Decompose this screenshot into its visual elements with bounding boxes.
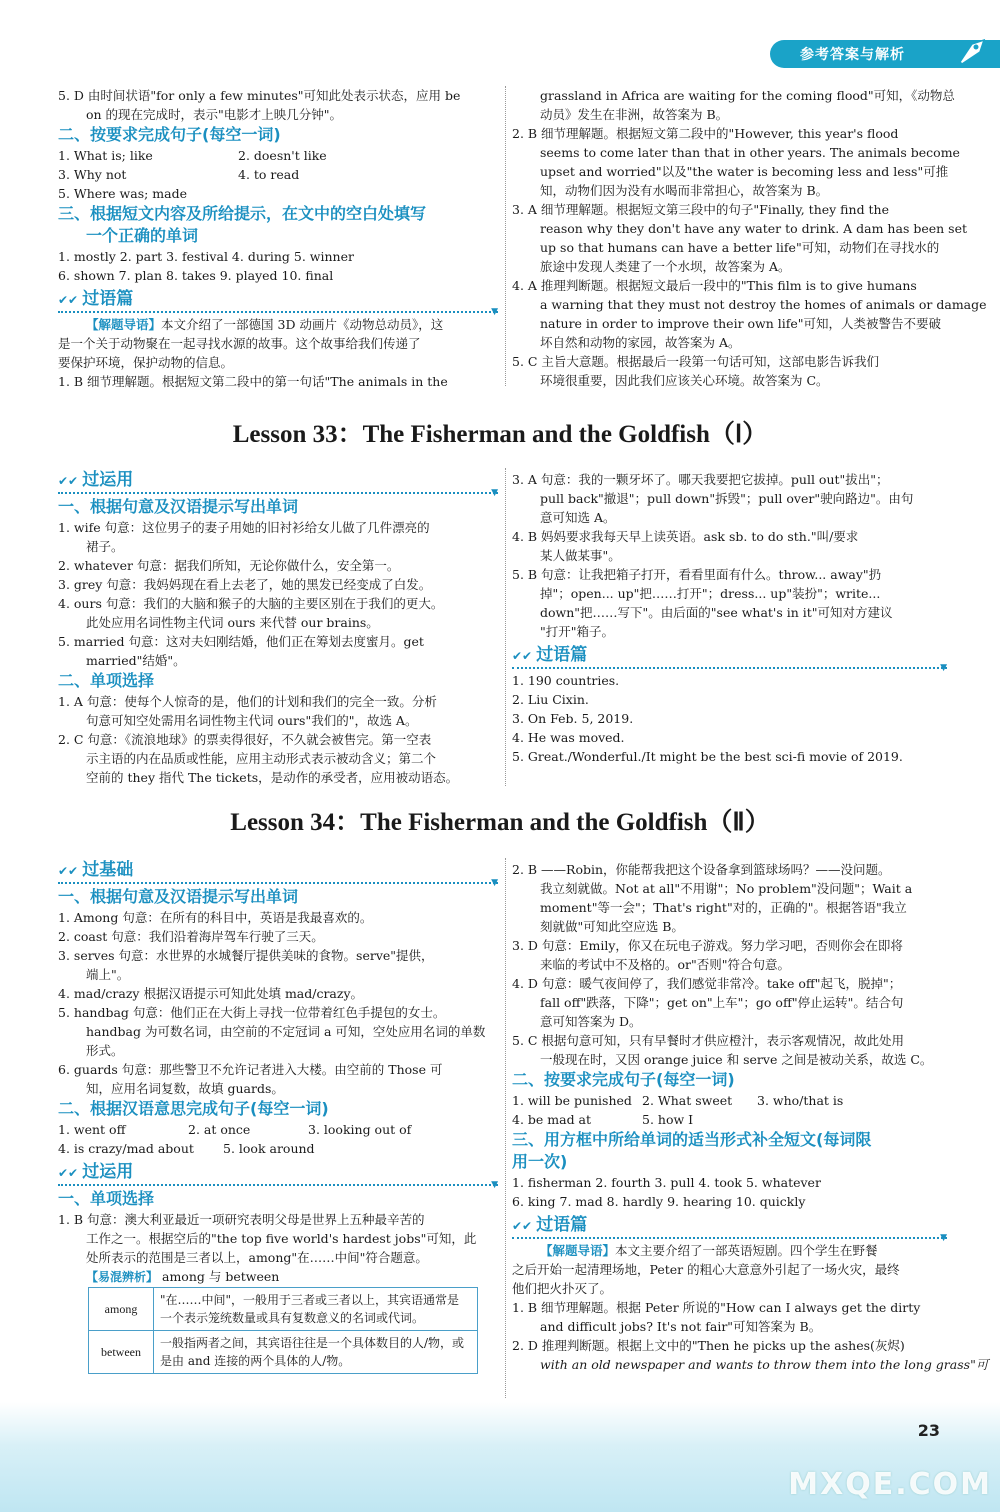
answer-line: with an old newspaper and wants to throw them into the long grass"可 bbox=[540, 1357, 989, 1372]
answer-line: 5. C 根据句意可知，只有早餐时才供应橙汁，表示客观情况，故此处用 bbox=[512, 1033, 904, 1048]
answer-line: 裙子。 bbox=[86, 539, 124, 554]
answer-item: 3. who/that is bbox=[757, 1093, 844, 1108]
answer-line: 刻就做"可知此空应选 B。 bbox=[540, 919, 684, 934]
answer-line: 我立刻就做。Not at all"不用谢"；No problem"没问题"；Wait a bbox=[540, 881, 913, 896]
answer-item: 1. will be punished bbox=[512, 1093, 632, 1108]
answer-line: 4. D 句意：暖气夜间停了，我们感觉非常冷。take off"起飞，脱掉"； bbox=[512, 976, 902, 991]
tip-label: 【易混辨析】 bbox=[86, 1270, 159, 1284]
answer-line: nature in order to improve their own life"可知，人类被警告不要破 bbox=[540, 316, 942, 331]
answer-line: 3. On Feb. 5, 2019. bbox=[512, 711, 634, 726]
answer-line: seems to come later than that in other years. The animals become bbox=[540, 145, 960, 160]
answer-line: and difficult jobs? It's not fair"可知答案为 B。 bbox=[540, 1319, 822, 1334]
answer-line: 处所表示的范围是三者以上，among"在……中间"符合题意。 bbox=[86, 1250, 428, 1265]
triangle-icon: ▼ bbox=[491, 878, 498, 888]
watermark: MXQE.COM bbox=[788, 1467, 992, 1502]
banner-guoyunyong bbox=[58, 468, 498, 498]
answer-line: 3. D 句意：Emily，你又在玩电子游戏。努力学习吧，否则你会在即将 bbox=[512, 938, 903, 953]
section-title: 一、根据句意及汉语提示写出单词 bbox=[58, 497, 299, 516]
answer-line: 4. B 妈妈要求我每天早上读英语。ask sb. to do sth."叫/要求 bbox=[512, 529, 859, 544]
tip-label: 【解题导语】 bbox=[86, 317, 162, 332]
table-cell-desc: 一般指两者之间，其宾语往往是一个具体数目的人/物，或是由 and 连接的两个具体的人/物。 bbox=[154, 1331, 478, 1374]
column-divider bbox=[505, 468, 506, 786]
answer-item: 3. looking out of bbox=[308, 1122, 412, 1137]
answer-line: 示主语的内在品质或性能，应用主动形式表示被动含义；第二个 bbox=[86, 751, 437, 766]
answer-line: up so that humans can have a better life"可知，动物们在寻找水的 bbox=[540, 240, 940, 255]
answer-line: 6. shown 7. plan 8. takes 9. played 10. final bbox=[58, 268, 334, 283]
answer-line: reason why they don't have any water to drink. A dam has been set bbox=[540, 221, 967, 236]
banner-guoyunyong bbox=[58, 1160, 498, 1190]
answer-line: a warning that they must not destroy the homes of animals or damage bbox=[540, 297, 987, 312]
answer-line: 2. B ——Robin，你能帮我把这个设备拿到篮球场吗？——没问题。 bbox=[512, 862, 891, 877]
section-title: 二、按要求完成句子(每空一词) bbox=[58, 125, 281, 144]
table-cell-word: between bbox=[89, 1331, 154, 1374]
answer-line: 1. A 句意：使每个人惊奇的是，他们的计划和我们的完全一致。分析 bbox=[58, 694, 437, 709]
answer-line: married"结婚"。 bbox=[86, 653, 186, 668]
banner-label: ✔✔ 过语篇 bbox=[512, 1213, 587, 1238]
answer-line: 意可知选 A。 bbox=[540, 510, 616, 525]
answer-line: 动员》发生在非洲，故答案为 B。 bbox=[540, 107, 729, 122]
answer-line: 意可知答案为 D。 bbox=[540, 1014, 642, 1029]
answer-line: 4. A 推理判断题。根据短文最后一段中的"This film is to give humans bbox=[512, 278, 917, 293]
tip-text: 本文介绍了一部德国 3D 动画片《动物总动员》，这 bbox=[161, 317, 444, 332]
table-cell-word: among bbox=[89, 1288, 154, 1331]
lesson-33-title: Lesson 33：The Fisherman and the Goldfish（Ⅰ） bbox=[232, 421, 768, 448]
section-title-cont: 用一次) bbox=[512, 1152, 568, 1171]
answer-line: 知，动物们因为没有水喝而非常担心，故答案为 B。 bbox=[540, 183, 829, 198]
table-row bbox=[89, 1288, 478, 1331]
answer-line: 一般现在时，又因 orange juice 和 serve 之间是被动关系，故选 C。 bbox=[540, 1052, 933, 1067]
banner-label: ✔✔ 过运用 bbox=[58, 468, 133, 493]
triangle-icon: ▼ bbox=[940, 1233, 947, 1243]
lesson33-right-column bbox=[512, 470, 947, 766]
answer-item: 4. to read bbox=[238, 167, 300, 182]
answer-line: 5. C 主旨大意题。根据最后一段第一句话可知，这部电影告诉我们 bbox=[512, 354, 879, 369]
top-right-column bbox=[512, 86, 987, 390]
answer-line: 某人做某事"。 bbox=[540, 548, 621, 563]
answer-line: on 的现在完成时，表示"电影才上映几分钟"。 bbox=[86, 107, 343, 122]
answer-line: 2. C 句意：《流浪地球》的票卖得很好，不久就会被售完。第一空表 bbox=[58, 732, 432, 747]
answer-line: 3. A 细节理解题。根据短文第三段中的句子"Finally, they find the bbox=[512, 202, 890, 217]
banner-label: ✔✔ 过运用 bbox=[58, 1160, 133, 1185]
compare-table bbox=[88, 1287, 478, 1374]
section-title-cont: 一个正确的单词 bbox=[86, 226, 199, 245]
answer-line: 2. coast 句意：我们沿着海岸驾车行驶了三天。 bbox=[58, 929, 324, 944]
answer-item: 2. What sweet bbox=[642, 1093, 733, 1108]
answer-line: 3. A 句意：我的一颗牙坏了。哪天我要把它拔掉。pull out"拔出"； bbox=[512, 472, 889, 487]
answer-line: pull back"撤退"；pull down"拆毁"；pull over"驶向路边"。由句 bbox=[540, 491, 914, 506]
answer-line: 3. serves 句意：水世界的水城餐厅提供美味的食物。serve"提供， bbox=[58, 948, 434, 963]
answer-item: 5. look around bbox=[223, 1141, 315, 1156]
answer-line: 4. mad/crazy 根据汉语提示可知此处填 mad/crazy。 bbox=[58, 986, 364, 1001]
banner-guoyupian bbox=[58, 287, 498, 317]
answer-line: grassland in Africa are waiting for the coming flood"可知，《动物总 bbox=[540, 88, 955, 103]
answer-item: 5. how I bbox=[642, 1112, 694, 1127]
answer-line: 旅途中发现人类建了一个水坝，故答案为 A。 bbox=[540, 259, 791, 274]
banner-guoyupian bbox=[512, 1213, 947, 1243]
answer-line: 2. D 推理判断题。根据上文中的"Then he picks up the ashes(灰烬) bbox=[512, 1338, 905, 1353]
lesson34-right-column bbox=[512, 860, 989, 1374]
tip-label: 【解题导语】 bbox=[540, 1243, 616, 1258]
banner-label: ✔✔ 过语篇 bbox=[58, 287, 133, 312]
answer-line: 工作之一。根据空后的"the top five world's hardest jobs"可知，此 bbox=[86, 1231, 477, 1246]
banner-label: ✔✔ 过语篇 bbox=[512, 643, 587, 668]
answer-line: 此处应用名词性物主代词 ours 来代替 our brains。 bbox=[86, 615, 379, 630]
answer-line: 5. handbag 句意：他们正在大街上寻找一位带着红色手提包的女士。 bbox=[58, 1005, 446, 1020]
answer-line: 掉"；open... up"把……打开"；dress... up"装扮"；write... bbox=[540, 586, 881, 601]
answer-line: 1. B 细节理解题。根据短文第二段中的第一句话"The animals in the bbox=[58, 374, 448, 389]
answer-line: 2. whatever 句意：据我们所知，无论你做什么，安全第一。 bbox=[58, 558, 400, 573]
tip-text: 之后开始一起清理场地，Peter 的粗心大意意外引起了一场火灾，最终 bbox=[512, 1262, 900, 1277]
rocket-icon bbox=[952, 32, 992, 72]
answer-line: 2. Liu Cixin. bbox=[512, 692, 589, 707]
tip-text: 是一个关于动物聚在一起寻找水源的故事。这个故事给我们传递了 bbox=[58, 336, 421, 351]
answer-line: 知，应用名词复数，故填 guards。 bbox=[86, 1081, 284, 1096]
answer-line: 6. king 7. mad 8. hardly 9. hearing 10. quickly bbox=[512, 1194, 806, 1209]
section-title: 二、单项选择 bbox=[58, 671, 155, 690]
column-divider bbox=[505, 86, 506, 386]
answer-item: 1. went off bbox=[58, 1122, 126, 1137]
answer-line: 环境很重要，因此我们应该关心环境。故答案为 C。 bbox=[540, 373, 829, 388]
answer-line: 5. Great./Wonderful./It might be the best sci-fi movie of 2019. bbox=[512, 749, 903, 764]
answer-item: 3. Why not bbox=[58, 167, 127, 182]
banner-label: ✔✔ 过基础 bbox=[58, 858, 133, 883]
section-title: 一、根据句意及汉语提示写出单词 bbox=[58, 887, 299, 906]
tip-text: among 与 between bbox=[162, 1269, 280, 1284]
section-title: 二、按要求完成句子(每空一词) bbox=[512, 1070, 735, 1089]
answer-line: 1. B 细节理解题。根据 Peter 所说的"How can I always get the dirty bbox=[512, 1300, 921, 1315]
answer-line: 5. B 句意：让我把箱子打开，看看里面有什么。throw... away"扔 bbox=[512, 567, 882, 582]
answer-line: handbag 为可数名词，由空前的不定冠词 a 可知，空处应用名词的单数 bbox=[86, 1024, 486, 1039]
lesson-34-title: Lesson 34：The Fisherman and the Goldfish（Ⅱ） bbox=[230, 809, 770, 836]
section-title: 二、根据汉语意思完成句子(每空一词) bbox=[58, 1099, 329, 1118]
answer-line: 5. D 由时间状语"for only a few minutes"可知此处表示状态，应用 be bbox=[58, 88, 461, 103]
answer-line: 4. He was moved. bbox=[512, 730, 625, 745]
answer-line: 4. ours 句意：我们的大脑和猴子的大脑的主要区别在于我们的更大。 bbox=[58, 596, 444, 611]
answer-line: 1. mostly 2. part 3. festival 4. during 5. winner bbox=[58, 249, 354, 264]
top-left-column bbox=[58, 86, 498, 391]
answer-line: 1. fisherman 2. fourth 3. pull 4. took 5. whatever bbox=[512, 1175, 821, 1190]
table-cell-desc: "在……中间"，一般用于三者或三者以上，其宾语通常是一个表示笼统数量或具有复数意义的名词或代词。 bbox=[154, 1288, 478, 1331]
section-title: 三、用方框中所给单词的适当形式补全短文(每词限 bbox=[512, 1130, 872, 1149]
answer-item: 2. doesn't like bbox=[238, 148, 327, 163]
answer-item: 4. be mad at bbox=[512, 1112, 592, 1127]
lesson33-left-column bbox=[58, 466, 498, 787]
answer-line: 5. married 句意：这对夫妇刚结婚，他们正在筹划去度蜜月。get bbox=[58, 634, 424, 649]
answer-line: 形式。 bbox=[86, 1043, 124, 1058]
answer-line: 1. 190 countries. bbox=[512, 673, 620, 688]
triangle-icon: ▼ bbox=[940, 663, 947, 673]
answer-line: 2. B 细节理解题。根据短文第二段中的"However, this year's flood bbox=[512, 126, 899, 141]
answer-line: fall off"跌落，下降"；get on"上车"；go off"停止运转"。结合句 bbox=[540, 995, 904, 1010]
header-label: 参考答案与解析 bbox=[800, 47, 905, 63]
answer-line: 1. wife 句意：这位男子的妻子用她的旧衬衫给女儿做了几件漂亮的 bbox=[58, 520, 430, 535]
table-row bbox=[89, 1331, 478, 1374]
answer-item: 5. Where was; made bbox=[58, 186, 187, 201]
answer-line: 句意可知空处需用名词性物主代词 ours"我们的"，故选 A。 bbox=[86, 713, 418, 728]
tip-text: 要保护环境，保护动物的信息。 bbox=[58, 355, 234, 370]
triangle-icon: ▼ bbox=[491, 488, 498, 498]
section-title: 一、单项选择 bbox=[58, 1189, 155, 1208]
answer-item: 1. What is; like bbox=[58, 148, 153, 163]
banner-guoyupian bbox=[512, 643, 947, 673]
tip-text: 他们把火扑灭了。 bbox=[512, 1281, 613, 1296]
section-title: 三、根据短文内容及所给提示，在文中的空白处填写 bbox=[58, 204, 427, 223]
answer-line: down"把……写下"。由后面的"see what's in it"可知对方建议 bbox=[540, 605, 893, 620]
answer-line: 端上"。 bbox=[86, 967, 130, 982]
answer-line: 1. B 句意：澳大利亚最近一项研究表明父母是世界上五种最辛苦的 bbox=[58, 1212, 425, 1227]
tip-text: 本文主要介绍了一部英语短剧。四个学生在野餐 bbox=[615, 1243, 878, 1258]
answer-line: 3. grey 句意：我妈妈现在看上去老了，她的黑发已经变成了白发。 bbox=[58, 577, 432, 592]
answer-line: 空前的 they 指代 The tickets，是动作的承受者，应用被动语态。 bbox=[86, 770, 459, 785]
answer-line: 1. Among 句意：在所有的科目中，英语是我最喜欢的。 bbox=[58, 910, 373, 925]
lesson34-left-column bbox=[58, 856, 498, 1374]
answer-line: "打开"箱子。 bbox=[540, 624, 614, 639]
answer-line: 坏自然和动物的家园，故答案为 A。 bbox=[540, 335, 741, 350]
triangle-icon: ▼ bbox=[491, 1180, 498, 1190]
answer-line: 来临的考试中不及格的。or"否则"符合句意。 bbox=[540, 957, 791, 972]
answer-line: 6. guards 句意：那些警卫不允许记者进入大楼。由空前的 Those 可 bbox=[58, 1062, 443, 1077]
banner-guojichu bbox=[58, 858, 498, 888]
answer-line: moment"等一会"；That's right"对的，正确的"。根据答语"我立 bbox=[540, 900, 907, 915]
answer-item: 4. is crazy/mad about bbox=[58, 1141, 194, 1156]
answer-line: upset and worried"以及"the water is becoming less and less"可推 bbox=[540, 164, 949, 179]
page-number: 23 bbox=[917, 1421, 940, 1440]
answer-item: 2. at once bbox=[188, 1122, 251, 1137]
column-divider bbox=[505, 858, 506, 1398]
triangle-icon: ▼ bbox=[491, 307, 498, 317]
